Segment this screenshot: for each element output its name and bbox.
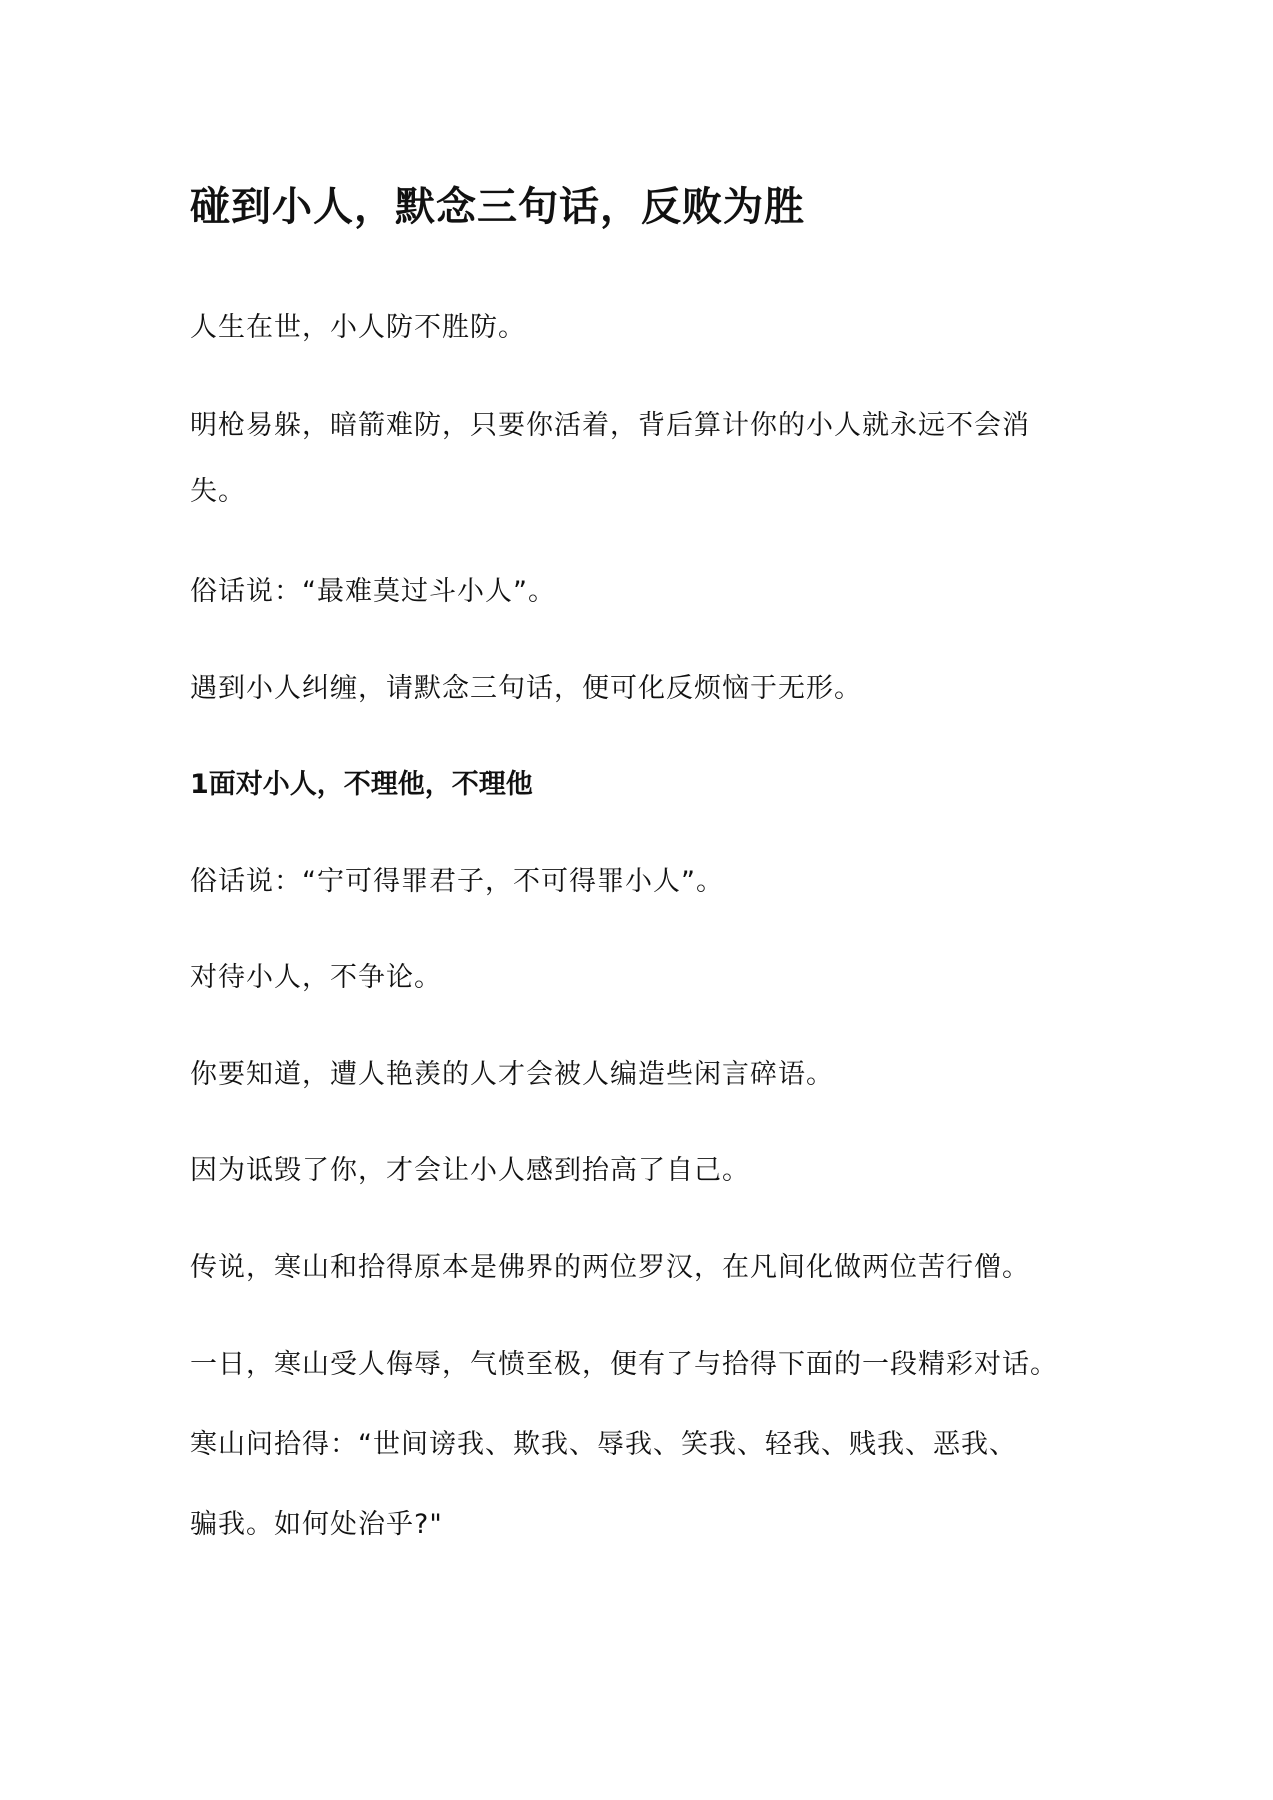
paragraph-line: 明枪易躲，暗箭难防，只要你活着，背后算计你的小人就永远不会消 [190,410,1030,441]
paragraph-line: 因为诋毁了你，才会让小人感到抬高了自己。 [190,1155,750,1186]
paragraph-line: 一日，寒山受人侮辱，气愤至极，便有了与拾得下面的一段精彩对话。 [190,1349,1058,1380]
paragraph-line: 失。 [190,476,246,507]
paragraph-line: 骗我。如何处治乎?" [190,1509,443,1540]
paragraph-line: 传说，寒山和拾得原本是佛界的两位罗汉，在凡间化做两位苦行僧。 [190,1252,1030,1283]
paragraph-line: 对待小人，不争论。 [190,962,442,993]
paragraph-line: 遇到小人纠缠，请默念三句话，便可化反烦恼于无形。 [190,673,862,704]
paragraph-line: 你要知道，遭人艳羡的人才会被人编造些闲言碎语。 [190,1059,834,1090]
paragraph-line: 俗话说：“宁可得罪君子，不可得罪小人”。 [190,866,724,897]
paragraph-line: 寒山问拾得：“世间谤我、欺我、辱我、笑我、轻我、贱我、恶我、 [190,1429,1017,1460]
paragraph-line: 俗话说：“最难莫过斗小人”。 [190,576,556,607]
paragraph-line: 人生在世，小人防不胜防。 [190,312,526,343]
section-heading: 1面对小人，不理他，不理他 [190,769,533,800]
document-title: 碰到小人，默念三句话，反败为胜 [190,184,805,230]
